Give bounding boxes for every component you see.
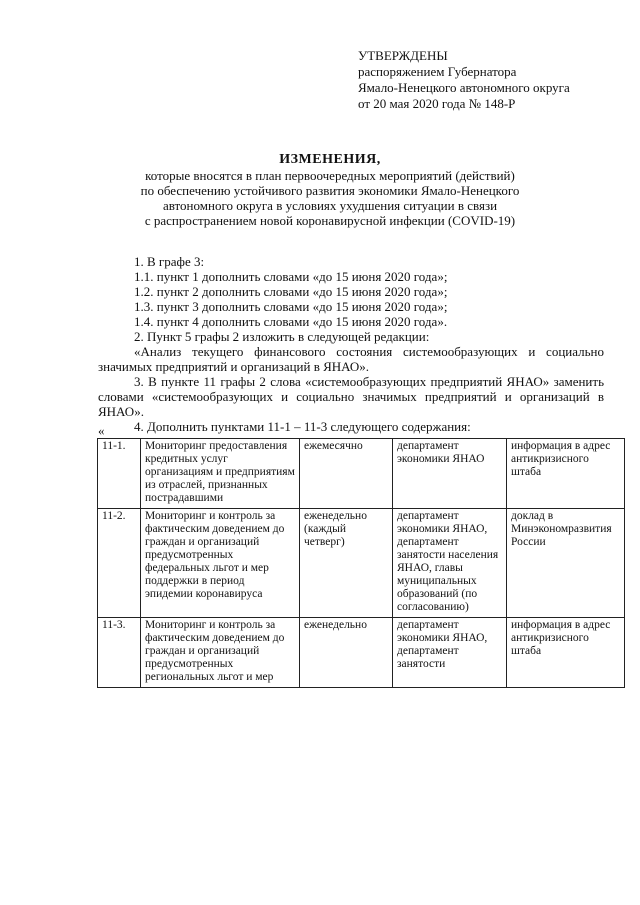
item-1: 1. В графе 3: xyxy=(134,254,205,269)
heading-title: ИЗМЕНЕНИЯ, xyxy=(279,152,381,167)
item-1-2: 1.2. пункт 2 дополнить словами «до 15 июня 2020 года»; xyxy=(134,284,448,299)
table-row xyxy=(98,618,625,688)
row-number: 11-2. xyxy=(98,509,141,618)
approval-title: УТВЕРЖДЕНЫ xyxy=(358,48,448,63)
row-action: Мониторинг предоставления кредитных услуг организациям и предприятиям из отраслей, признанных пострадавшими xyxy=(141,439,300,509)
row-responsible: департамент экономики ЯНАО, департамент занятости xyxy=(393,618,507,688)
item-3: 3. В пункте 11 графы 2 слова «системообразующих предприятий ЯНАО» заменить словами «системообразующих и социально значимых предприятий и организаций в ЯНАО». xyxy=(98,374,604,419)
approval-line-1: распоряжением Губернатора xyxy=(358,64,517,79)
item-2-quote: «Анализ текущего финансового состояния системообразующих и социально значимых предприятий и организаций в ЯНАО». xyxy=(98,344,604,374)
heading-line-2: по обеспечению устойчивого развития экономики Ямало-Ненецкого xyxy=(140,183,520,198)
row-responsible: департамент экономики ЯНАО xyxy=(393,439,507,509)
item-1-3: 1.3. пункт 3 дополнить словами «до 15 июня 2020 года»; xyxy=(134,299,448,314)
heading-line-3: автономного округа в условиях ухудшения ситуации в связи xyxy=(162,198,498,213)
row-action: Мониторинг и контроль за фактическим доведением до граждан и организаций предусмотренных федеральных льгот и мер поддержки в период эпидемии коронавируса xyxy=(141,509,300,618)
row-number: 11-1. xyxy=(98,439,141,509)
item-1-4: 1.4. пункт 4 дополнить словами «до 15 июня 2020 года». xyxy=(134,314,448,329)
document-heading xyxy=(90,152,570,228)
row-number: 11-3. xyxy=(98,618,141,688)
approval-line-3: от 20 мая 2020 года № 148-Р xyxy=(358,96,516,111)
row-period: ежемесячно xyxy=(300,439,393,509)
approval-line-2: Ямало-Ненецкого автономного округа xyxy=(358,80,570,95)
item-2: 2. Пункт 5 графы 2 изложить в следующей редакции: xyxy=(134,329,430,344)
row-period: еженедельно xyxy=(300,618,393,688)
changes-table xyxy=(97,438,625,688)
table-open-quote: « xyxy=(98,423,105,438)
item-1-1: 1.1. пункт 1 дополнить словами «до 15 июня 2020 года»; xyxy=(134,269,448,284)
heading-line-1: которые вносятся в план первоочередных мероприятий (действий) xyxy=(145,168,515,183)
heading-line-4: с распространением новой коронавирусной инфекции (COVID-19) xyxy=(144,213,516,228)
row-result: информация в адрес антикризисного штаба xyxy=(507,439,625,509)
item-4: 4. Дополнить пунктами 11-1 – 11-3 следующего содержания: xyxy=(134,419,471,434)
approval-block xyxy=(358,48,570,112)
row-responsible: департамент экономики ЯНАО, департамент занятости населения ЯНАО, главы муниципальных образований (по согласованию) xyxy=(393,509,507,618)
document-body xyxy=(98,254,604,434)
table-row xyxy=(98,509,625,618)
row-result: информация в адрес антикризисного штаба xyxy=(507,618,625,688)
row-result: доклад в Минэкономразвития России xyxy=(507,509,625,618)
row-period: еженедельно (каждый четверг) xyxy=(300,509,393,618)
row-action: Мониторинг и контроль за фактическим доведением до граждан и организаций предусмотренных региональных льгот и мер xyxy=(141,618,300,688)
table-row xyxy=(98,439,625,509)
